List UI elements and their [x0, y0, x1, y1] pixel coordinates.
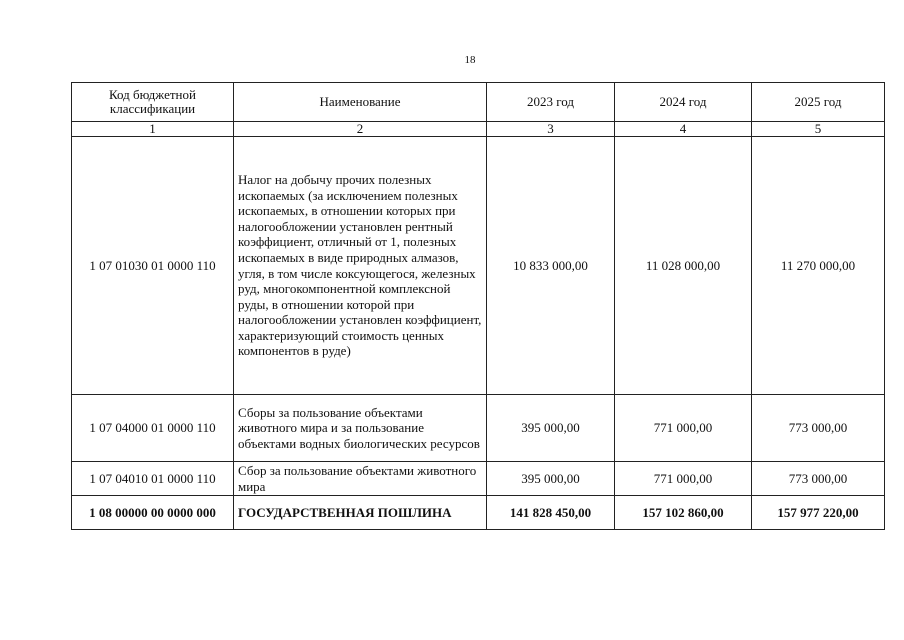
row-name: Сборы за пользование объектами животного мира и за пользование объектами водных биологических ресурсов [234, 395, 487, 462]
row-code: 1 07 04010 01 0000 110 [72, 462, 234, 496]
row-amount-2025: 773 000,00 [752, 395, 885, 462]
row-code: 1 07 01030 01 0000 110 [72, 137, 234, 395]
header-2025: 2025 год [752, 83, 885, 122]
row-code: 1 07 04000 01 0000 110 [72, 395, 234, 462]
header-2023: 2023 год [487, 83, 615, 122]
header-name: Наименование [234, 83, 487, 122]
row-amount-2023: 10 833 000,00 [487, 137, 615, 395]
column-number: 2 [234, 122, 487, 137]
row-amount-2024: 11 028 000,00 [615, 137, 752, 395]
column-number: 5 [752, 122, 885, 137]
row-amount-2023: 395 000,00 [487, 462, 615, 496]
row-amount-2025: 773 000,00 [752, 462, 885, 496]
table-row [72, 395, 885, 462]
column-number: 1 [72, 122, 234, 137]
row-amount-2025: 157 977 220,00 [752, 496, 885, 530]
header-code: Код бюджетной классификации [72, 83, 234, 122]
column-number-row [72, 122, 885, 137]
row-amount-2025: 11 270 000,00 [752, 137, 885, 395]
row-name: Сбор за пользование объектами животного мира [234, 462, 487, 496]
column-number: 4 [615, 122, 752, 137]
row-code: 1 08 00000 00 0000 000 [72, 496, 234, 530]
row-amount-2023: 141 828 450,00 [487, 496, 615, 530]
column-number: 3 [487, 122, 615, 137]
row-amount-2024: 157 102 860,00 [615, 496, 752, 530]
row-amount-2024: 771 000,00 [615, 462, 752, 496]
row-name: ГОСУДАРСТВЕННАЯ ПОШЛИНА [234, 496, 487, 530]
table-row [72, 462, 885, 496]
page-number: 18 [464, 54, 476, 66]
table-header-row [72, 83, 885, 122]
table-row [72, 137, 885, 395]
table-row-total [72, 496, 885, 530]
row-name: Налог на добычу прочих полезных ископаемых (за исключением полезных ископаемых, в отношении которых при налогообложении установлен рентный коэффициент, отличный от 1, полезных ископаемых в виде природных алмазов, угля, в том числе коксующегося, железных руд, многокомпонентной комплексной руды, в отношении которой при налогообложении установлен коэффициент, характеризующий стоимость ценных компонентов в руде) [234, 137, 487, 395]
header-2024: 2024 год [615, 83, 752, 122]
row-amount-2023: 395 000,00 [487, 395, 615, 462]
row-amount-2024: 771 000,00 [615, 395, 752, 462]
budget-table [71, 82, 885, 530]
